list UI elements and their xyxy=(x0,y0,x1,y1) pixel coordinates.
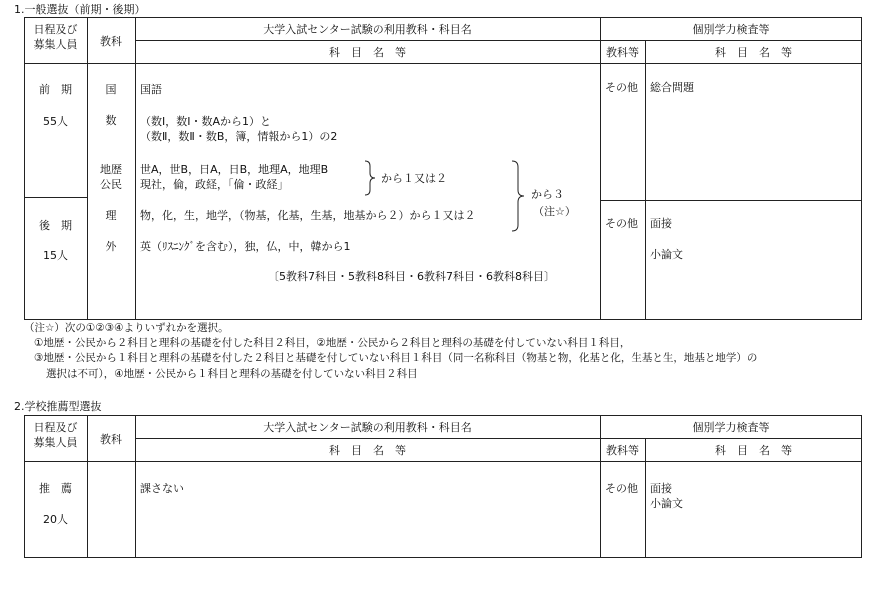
subject-suu: 数 xyxy=(105,114,117,127)
chireki-text: 世A，世B，日A，日B，地理A，地理B xyxy=(140,163,329,176)
kouki-label: 後 期 xyxy=(39,219,72,232)
header-center-test: 大学入試センター試験の利用教科・科目名 xyxy=(263,23,472,36)
suisen-label: 推 薦 xyxy=(39,482,72,495)
ind-zenki-subject: その他 xyxy=(605,81,638,94)
s2-ind-content2: 小論文 xyxy=(650,497,683,510)
brace-chireki xyxy=(364,160,376,196)
s2-header-subject: 教科 xyxy=(100,433,122,446)
kouki-count: 15人 xyxy=(43,249,68,262)
note-line1: （注☆）次の①②③④よりいずれかを選択。 xyxy=(24,322,229,334)
header-schedule: 日程及び xyxy=(33,23,78,36)
brace2-note: （注☆） xyxy=(533,205,576,218)
note-line2: ①地歴・公民から２科目と理科の基礎を付した科目２科目，②地歴・公民から２科目と理科の基礎を付していない科目１科目， xyxy=(34,337,631,349)
header-schedule2: 募集人員 xyxy=(33,38,78,51)
suisen-count: 20人 xyxy=(43,513,68,526)
s2-header-ind-sub: 科 目 名 等 xyxy=(715,444,792,457)
subject-gai: 外 xyxy=(105,240,117,253)
brace1-text: から１又は２ xyxy=(381,172,447,185)
brace-total xyxy=(511,160,525,232)
s2-header-individual: 個別学力検査等 xyxy=(692,421,770,434)
koumin-text: 現社，倫，政経，「倫・政経」 xyxy=(140,178,289,191)
header-individual: 個別学力検査等 xyxy=(692,23,770,36)
ind-kouki-content2: 小論文 xyxy=(650,248,683,261)
section2-title: 2.学校推薦型選抜 xyxy=(14,400,102,413)
note-line3: ③地歴・公民から１科目と理科の基礎を付した２科目と基礎を付していない科目１科目（同一名称科目（物基と物，化基と化，生基と生，地基と地学）の xyxy=(34,352,758,364)
header-subject: 教科 xyxy=(100,35,122,48)
suu-text1: （数Ⅰ，数Ⅰ・数Aから1）と xyxy=(140,115,272,128)
s2-header-schedule: 日程及び xyxy=(33,421,78,434)
suu-text2: （数Ⅱ，数Ⅱ・数B，簿，情報から1）の2 xyxy=(140,130,338,143)
brace2-text: から３ xyxy=(531,188,564,201)
s2-header-center-test: 大学入試センター試験の利用教科・科目名 xyxy=(263,421,472,434)
ind-kouki-subject: その他 xyxy=(605,217,638,230)
s2-center-text: 課さない xyxy=(140,482,184,495)
s2-ind-content1: 面接 xyxy=(650,482,672,495)
zenki-count: 55人 xyxy=(43,115,68,128)
s2-header-center-sub: 科 目 名 等 xyxy=(329,444,406,457)
subject-ri: 理 xyxy=(105,209,117,222)
ind-kouki-content1: 面接 xyxy=(650,217,672,230)
s2-ind-subject: その他 xyxy=(605,482,638,495)
ri-text: 物，化，生，地学，（物基，化基，生基，地基から２）から１又は２ xyxy=(140,209,476,222)
note-line4: 選択は不可），④地歴・公民から１科目と理科の基礎を付していない科目２科目 xyxy=(46,368,418,380)
gai-text: 英（ﾘｽﾆﾝｸﾞを含む），独，仏，中，韓から1 xyxy=(140,240,351,253)
subject-chireki: 地歴 xyxy=(100,163,122,176)
header-ind-sub: 科 目 名 等 xyxy=(715,46,792,59)
subject-koku: 国 xyxy=(105,83,117,96)
summary-text: 〔5教科7科目・5教科8科目・6教科7科目・6教科8科目〕 xyxy=(268,270,555,283)
section1-title: 1.一般選抜（前期・後期） xyxy=(14,3,146,16)
zenki-label: 前 期 xyxy=(39,83,72,96)
s2-header-schedule2: 募集人員 xyxy=(33,436,78,449)
header-ind-subject: 教科等 xyxy=(606,46,639,59)
koku-text: 国語 xyxy=(140,83,162,96)
subject-koumin: 公民 xyxy=(100,178,122,191)
s2-header-ind-subject: 教科等 xyxy=(606,444,639,457)
header-center-sub: 科 目 名 等 xyxy=(329,46,406,59)
ind-zenki-content: 総合問題 xyxy=(650,81,694,94)
